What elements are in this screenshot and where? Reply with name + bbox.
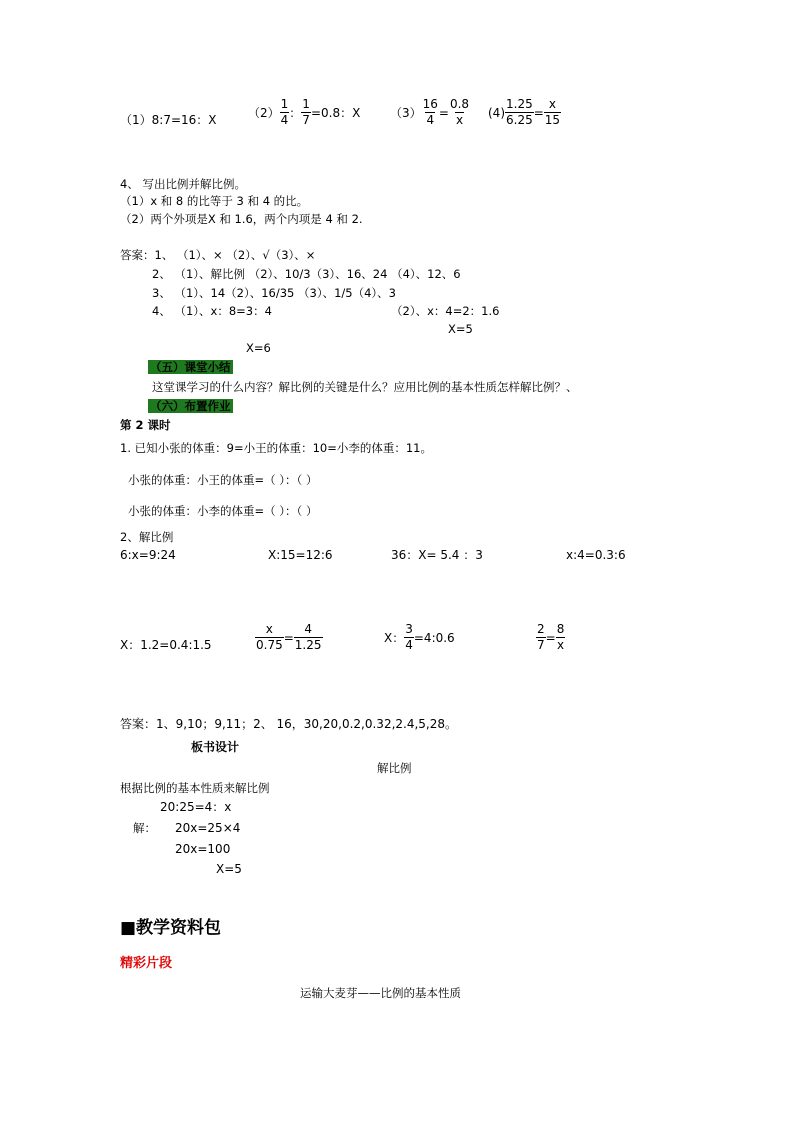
equals-sign: =	[283, 630, 294, 645]
numerator: 3	[405, 622, 413, 636]
equation-6	[255, 622, 323, 653]
q4-line-1: （1）x 和 8 的比等于 3 和 4 的比。	[120, 194, 309, 208]
denominator: 15	[544, 113, 561, 127]
numerator: 1	[280, 97, 289, 111]
answer-line-3: 3、 （1）、14（2）、16/35 （3）、1/5（4）、3	[152, 286, 396, 300]
section-6-heading	[148, 399, 233, 413]
equation-7-prefix: X：	[384, 631, 405, 645]
lesson-2-q1: 1. 已知小张的体重：9=小王的体重：10=小李的体重：11。	[120, 441, 432, 455]
fraction	[449, 97, 470, 128]
equals-sign: =	[533, 105, 544, 120]
numerator: x	[548, 97, 556, 111]
q3-item-4-prefix: (4)	[488, 105, 505, 120]
equation-3: 36：X= 5.4 ：3	[391, 548, 483, 562]
numerator: 4	[304, 622, 312, 636]
fraction	[404, 622, 414, 653]
answer-x5: X=5	[448, 322, 473, 336]
ratio-sign: ：	[289, 106, 302, 120]
lesson-2-q1-b: 小张的体重：小李的体重=（ ）：（ ）	[128, 504, 318, 518]
fraction	[544, 97, 561, 128]
numerator: 1.25	[506, 97, 533, 111]
numerator: 8	[556, 622, 565, 636]
denominator: 6.25	[506, 113, 533, 127]
board-line-3-label: 解：	[133, 821, 156, 835]
answer-line-4-right: （2）、x：4=2：1.6	[391, 304, 500, 318]
section-5-text: 这堂课学习的什么内容？解比例的关键是什么？应用比例的基本性质怎样解比例？、	[152, 380, 578, 394]
resources-title: ■教学资料包	[120, 918, 222, 938]
fraction	[556, 622, 566, 653]
equals-sign: =	[438, 105, 449, 120]
denominator: 4	[426, 113, 435, 127]
equation-7-tail: =4:0.6	[413, 630, 455, 645]
board-line-5: X=5	[216, 862, 242, 876]
numerator: 16	[422, 97, 438, 111]
equation-1: 6:x=9:24	[120, 548, 176, 562]
equation-8	[536, 622, 565, 653]
q3-item-2	[248, 97, 360, 128]
board-line-3: 20x=25×4	[175, 821, 241, 835]
fraction	[505, 97, 534, 128]
q3-item-2-prefix: （2）	[248, 106, 280, 120]
denominator: 4	[405, 638, 413, 652]
answer-line-2: 2、 （1）、解比例 （2）、10/3（3）、16、24 （4）、12、6	[152, 267, 461, 281]
fraction	[294, 622, 323, 653]
denominator: 0.75	[256, 638, 283, 652]
denominator: 4	[280, 113, 289, 127]
fraction	[301, 97, 311, 128]
q4-title: 4、 写出比例并解比例。	[120, 177, 246, 191]
board-title: 板书设计	[191, 740, 240, 754]
lesson-2-q1-a: 小张的体重：小王的体重=（ ）：（ ）	[128, 473, 318, 487]
section-5-heading	[148, 360, 233, 374]
q4-line-2: （2）两个外项是X 和 1.6，两个内项是 4 和 2.	[120, 212, 363, 226]
denominator: 7	[537, 638, 545, 652]
denominator: x	[455, 113, 464, 127]
fraction	[422, 97, 439, 128]
section-5-heading-text: （五）课堂小结	[150, 360, 231, 374]
fraction	[280, 97, 290, 128]
numerator: 0.8	[449, 97, 470, 111]
denominator: x	[556, 638, 565, 652]
equation-2: X:15=12:6	[268, 548, 333, 562]
numerator: 2	[537, 622, 545, 636]
lesson-2-answer: 答案：1、9,10；9,11；2、 16，30,20,0.2,0.32,2.4,5,28。	[120, 717, 458, 731]
numerator: 1	[302, 97, 310, 111]
equation-7	[384, 622, 455, 653]
q3-item-2-tail: =0.8：X	[310, 106, 361, 120]
denominator: 7	[302, 113, 310, 127]
q3-item-3-prefix: （3）	[390, 106, 422, 120]
equation-5: X：1.2=0.4:1.5	[120, 638, 212, 652]
fraction	[536, 622, 546, 653]
q3-item-1: （1）8:7=16：X	[120, 113, 217, 127]
equals-sign: =	[545, 630, 556, 645]
lesson-2-q2: 2、解比例	[120, 530, 174, 544]
board-line-2: 20:25=4：x	[160, 800, 232, 814]
lesson-2-title: 第 2 课时	[120, 418, 171, 432]
q3-item-3	[390, 97, 470, 128]
answer-line-1: 答案：1、 （1）、× （2）、√（3）、×	[120, 248, 316, 262]
board-line-4: 20x=100	[175, 842, 231, 856]
story-title: 运输大麦芽——比例的基本性质	[300, 986, 461, 1000]
answer-x6: X=6	[246, 341, 271, 355]
equation-4: x:4=0.3:6	[566, 548, 626, 562]
q3-item-4	[488, 97, 561, 128]
section-6-heading-text: （六）布置作业	[150, 399, 231, 413]
resources-subtitle: 精彩片段	[120, 956, 173, 971]
board-subtitle: 解比例	[377, 761, 412, 775]
denominator: 1.25	[294, 638, 322, 652]
answer-line-4-left: 4、 （1）、x：8=3：4	[152, 304, 272, 318]
fraction	[255, 622, 284, 653]
numerator: x	[265, 622, 273, 636]
board-line-1: 根据比例的基本性质来解比例	[120, 781, 270, 795]
